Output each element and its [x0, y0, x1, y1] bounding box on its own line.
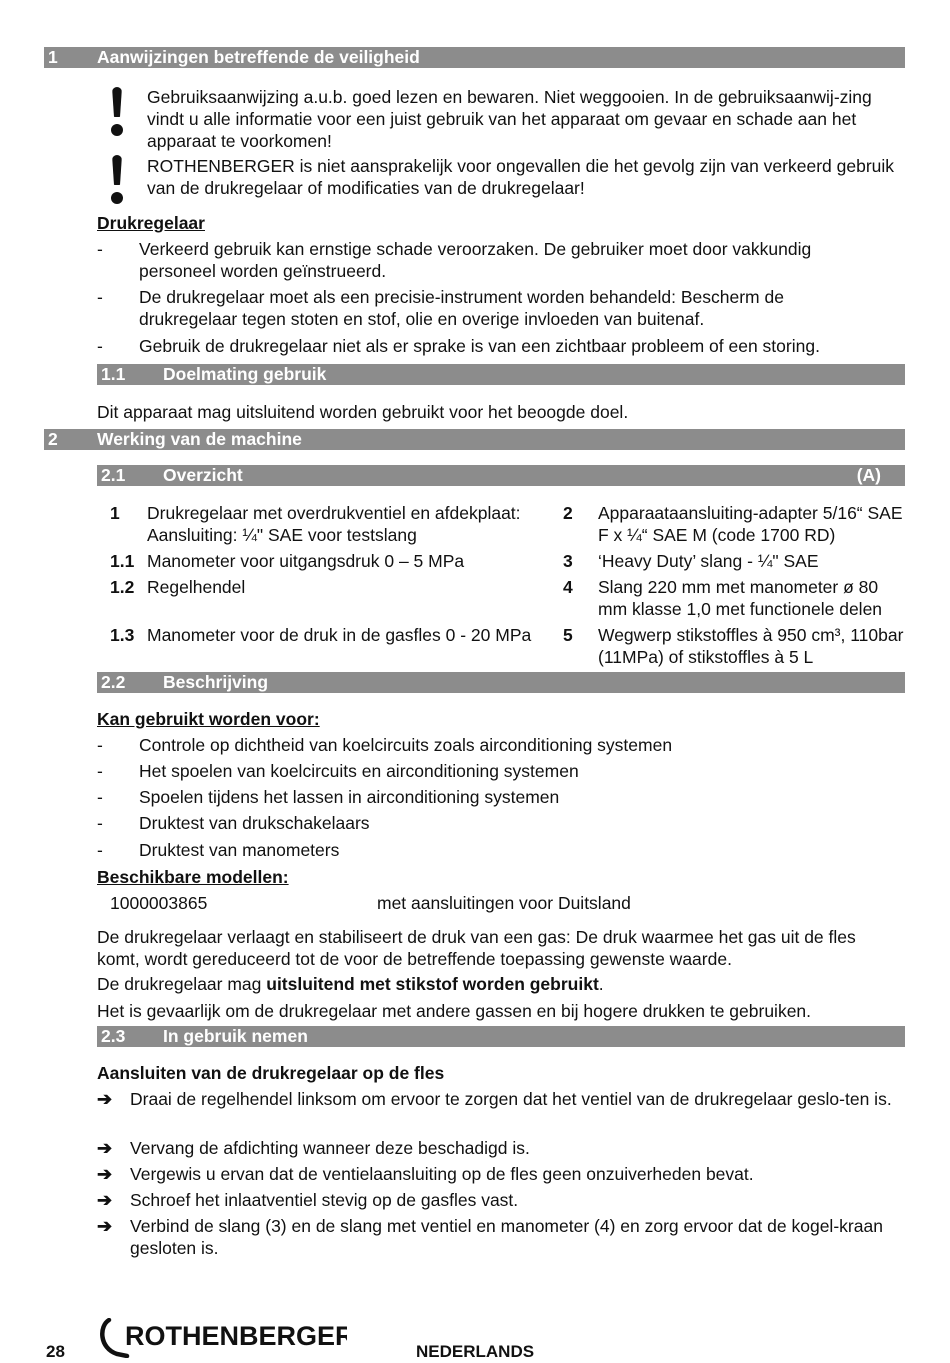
subheading-drukregelaar: Drukregelaar [97, 213, 205, 233]
step-item: Vergewis u ervan dat de ventielaansluiting op de fles geen onzuiverheden bevat. [130, 1164, 754, 1184]
part-description: ‘Heavy Duty’ slang - ¼" SAE [598, 551, 819, 571]
footer-language: NEDERLANDS [416, 1342, 535, 1361]
section-title: Overzicht [163, 465, 243, 485]
list-item: Verkeerd gebruik kan ernstige schade veroorzaken. De gebruiker moet door vakkundig personeel worden geïnstrueerd. [139, 239, 812, 281]
dash-bullet: - [97, 840, 103, 860]
section-header-1 [44, 47, 905, 68]
logo-text: ROTHENBERGER [125, 1321, 347, 1351]
dash-bullet: - [97, 239, 103, 259]
part-number: 1 [110, 503, 120, 523]
part-description: Drukregelaar met overdrukventiel en afdekplaat: Aansluiting: ¼" SAE voor testslang [147, 503, 521, 545]
model-code: 1000003865 [110, 893, 208, 913]
figure-tag: (A) [856, 465, 881, 485]
dash-bullet: - [97, 787, 103, 807]
part-description: Slang 220 mm met manometer ø 80 mm klasse 1,0 met functionele delen [598, 577, 883, 619]
list-item: De drukregelaar moet als een precisie-instrument worden behandeld: Bescherm de drukregelaar tegen stoten en stof, olie en overige invloeden van buitenaf. [139, 287, 784, 329]
part-number: 4 [563, 577, 573, 597]
step-item: Verbind de slang (3) en de slang met ventiel en manometer (4) en zorg ervoor dat de kogel-kraan gesloten is. [130, 1216, 883, 1258]
arrow-right-icon: ➔ [97, 1138, 113, 1158]
arrow-right-icon: ➔ [97, 1089, 113, 1109]
section-number: 2.1 [101, 465, 126, 485]
subheading-models: Beschikbare modellen: [97, 867, 289, 887]
dash-bullet: - [97, 287, 103, 307]
part-number: 1.3 [110, 625, 135, 645]
warning-text: ROTHENBERGER is niet aansprakelijk voor ongevallen die het gevolg zijn van verkeerd gebruik van de drukregelaar of modificaties van de drukregelaar! [147, 156, 895, 198]
paragraph: Dit apparaat mag uitsluitend worden gebruikt voor het beoogde doel. [97, 402, 629, 422]
section-header-2-2 [97, 672, 905, 693]
part-description: Apparaataansluiting-adapter 5/16“ SAE F x ¼“ SAE M (code 1700 RD) [598, 503, 903, 545]
section-number: 2.3 [101, 1026, 126, 1046]
dash-bullet: - [97, 761, 103, 781]
section-number: 2.2 [101, 672, 126, 692]
paragraph [97, 973, 897, 995]
subheading-uses: Kan gebruikt worden voor: [97, 709, 320, 729]
paragraph-text: . [598, 974, 604, 994]
part-number: 1.1 [110, 551, 135, 571]
part-number: 1.2 [110, 577, 135, 597]
dash-bullet: - [97, 336, 103, 356]
part-number: 5 [563, 625, 573, 645]
arrow-right-icon: ➔ [97, 1216, 113, 1236]
dash-bullet: - [97, 735, 103, 755]
paragraph: Het is gevaarlijk om de drukregelaar met andere gassen en bij hogere drukken te gebruiken. [97, 1001, 812, 1021]
section-title: Beschrijving [163, 672, 269, 692]
section-header-2-3 [97, 1026, 905, 1047]
dash-bullet: - [97, 813, 103, 833]
arrow-right-icon: ➔ [97, 1190, 113, 1210]
step-item: Schroef het inlaatventiel stevig op de gasfles vast. [130, 1190, 519, 1210]
section-header-1-1 [97, 364, 905, 385]
part-number: 3 [563, 551, 573, 571]
model-description: met aansluitingen voor Duitsland [377, 893, 631, 913]
part-number: 2 [563, 503, 573, 523]
section-title: Werking van de machine [97, 429, 302, 449]
step-item: Vervang de afdichting wanneer deze beschadigd is. [130, 1138, 530, 1158]
list-item: Het spoelen van koelcircuits en airconditioning systemen [139, 761, 579, 781]
brand-logo [97, 1318, 347, 1363]
section-number: 1 [48, 47, 58, 67]
section-number: 2 [48, 429, 58, 449]
arrow-right-icon: ➔ [97, 1164, 113, 1184]
list-item: Spoelen tijdens het lassen in airconditioning systemen [139, 787, 560, 807]
part-description: Regelhendel [147, 577, 246, 597]
part-description: Manometer voor de druk in de gasfles 0 - 20 MPa [147, 625, 532, 645]
list-item: Gebruik de drukregelaar niet als er sprake is van een zichtbaar probleem of een storing. [139, 336, 820, 356]
list-item: Controle op dichtheid van koelcircuits zoals airconditioning systemen [139, 735, 673, 755]
section-title: Aanwijzingen betreffende de veiligheid [97, 47, 420, 67]
part-description: Manometer voor uitgangsdruk 0 – 5 MPa [147, 551, 465, 571]
section-header-2 [44, 429, 905, 450]
part-description: Wegwerp stikstoffles à 950 cm³, 110bar (11MPa) of stikstoffles à 5 L [598, 625, 904, 667]
section-title: Doelmating gebruik [163, 364, 327, 384]
list-item: Druktest van manometers [139, 840, 340, 860]
section-title: In gebruik nemen [163, 1026, 308, 1046]
section-number: 1.1 [101, 364, 126, 384]
subheading-connect: Aansluiten van de drukregelaar op de fles [97, 1063, 445, 1083]
logo-swoosh-icon [97, 1318, 347, 1358]
emphasis-text: uitsluitend met stikstof worden gebruikt [266, 974, 599, 994]
step-item: Draai de regelhendel linksom om ervoor te zorgen dat het ventiel van de drukregelaar geslo-ten is. [130, 1089, 892, 1109]
warning-text: Gebruiksaanwijzing a.u.b. goed lezen en bewaren. Niet weggooien. In de gebruiksaanwij-zing vindt u alle informatie voor een juist gebruik van het apparaat om gevaar en schade aan het apparaat te voorkomen! [147, 87, 872, 151]
page-number: 28 [46, 1342, 65, 1361]
list-item: Druktest van drukschakelaars [139, 813, 370, 833]
paragraph: De drukregelaar verlaagt en stabiliseert de druk van een gas: De druk waarmee het gas uit de fles komt, wordt gereduceerd tot de voor de betreffende toepassing gewenste waarde. [97, 927, 856, 969]
paragraph-text: De drukregelaar mag [97, 974, 267, 994]
section-header-2-1 [97, 465, 905, 486]
